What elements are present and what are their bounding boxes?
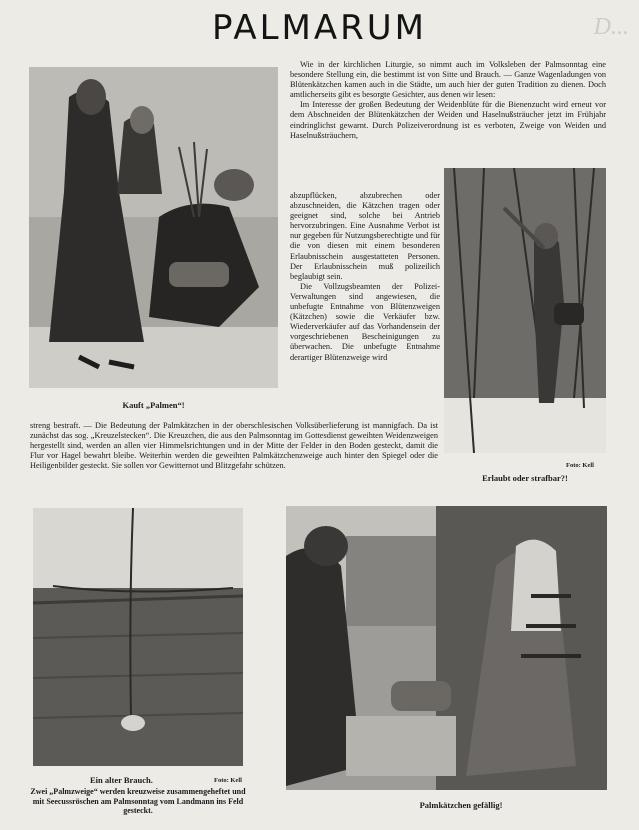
article-paragraph: abzupflücken, abzubrechen oder abzuschneiden, die Kätzchen tragen oder geeignet sind, solche bei Antrieb hervorzubringen. Eine Ausnahme Verbot ist nur gegeben für Nutzungsberechtigte und für die von diesen mit einem besonderen Erlaubnisschein ausgestatteten Personen. Der Erlaubnisschein muß polizeilich beglaubigt sein. [290,191,440,281]
caption-photo-1: Kauft „Palmen“! [122,400,185,410]
photo-boy-cutting-branches [444,168,606,453]
caption-photo-4: Palmkätzchen gefällig! [419,800,503,810]
page-title: PALMARUM [212,8,427,48]
article-paragraph: Die Vollzugsbeamten der Polizei-Verwaltungen sind angewiesen, die unbefugte Entnahme von Blütenzweigen (Kätzchen) sowie die Verkäufer bzw. Wiederverkäufer auf das Vorhandensein der vorgeschriebenen Bescheinigungen zu überwachen. Die unbefugte Entnahme derartiger Blütenzweige wird [290,281,440,362]
credit-photo-2: Foto: Kell [566,462,594,469]
caption-photo-3-title: Ein alter Brauch. [90,775,153,785]
photo-catkin-sellers [286,506,607,790]
article-continuation [30,421,438,471]
article-paragraph: Im Interesse der großen Bedeutung der Weidenblüte für die Bienenzucht wird erneut vor dem Abschneiden der Blütenkätzchen der Weiden und Haselnußsträucher jetzt im Frühjahr eindringlichst gewarnt. Durch Polizeiverordnung ist es verboten, Zweige von Weiden und Haselnußsträuchern, [290,100,606,140]
photo-palm-cross-field [33,508,243,766]
caption-photo-3-text: Zwei „Palmzweige“ werden kreuzweise zusammengeheftet und mit Seecussröschen am Palmsonntag vom Landmann ins Feld gesteckt. [30,787,246,815]
article-paragraph: streng bestraft. — Die Bedeutung der Palmkätzchen in der oberschlesischen Volksüberlieferung ist mannigfach. Da ist zunächst das sog. „Kreuzelstecken“. Die Kreuzchen, die aus den Palmsonntag im Gottesdienst geweihten Weidenzweigen hergestellt sind, werden an allen vier Himmelsrichtungen und in der Mitte der Felder in den Boden gesteckt, damit die Flur vor Hagel bewahrt bleibe. Weiterhin werden die geweihten Palmkätzchenzweige auch hinter den Spiegel oder die Heiligenbilder gesteckt. Sie sollen vor Gewitternot und Blitzgefahr schützen. [30,421,438,471]
article-narrow-column [290,191,440,363]
photo-palm-vendors [29,67,278,388]
caption-photo-2: Erlaubt oder strafbar?! [482,473,568,483]
bleed-through-text: D... [593,14,629,40]
article-paragraph: Wie in der kirchlichen Liturgie, so nimmt auch im Volksleben der Palmsonntag eine besondere Stellung ein, die bestimmt ist von Sitte und Brauch. — Ganze Wagenladungen von Blütenkätzchen kamen auch in die Städte, um auch hier der guten Tradition zu dienen. Doch amtlicherseits gibt es besorgte Gesichter, aus denen wir lesen: [290,60,606,100]
credit-photo-3: Foto: Kell [214,777,242,784]
article-intro [290,60,606,141]
